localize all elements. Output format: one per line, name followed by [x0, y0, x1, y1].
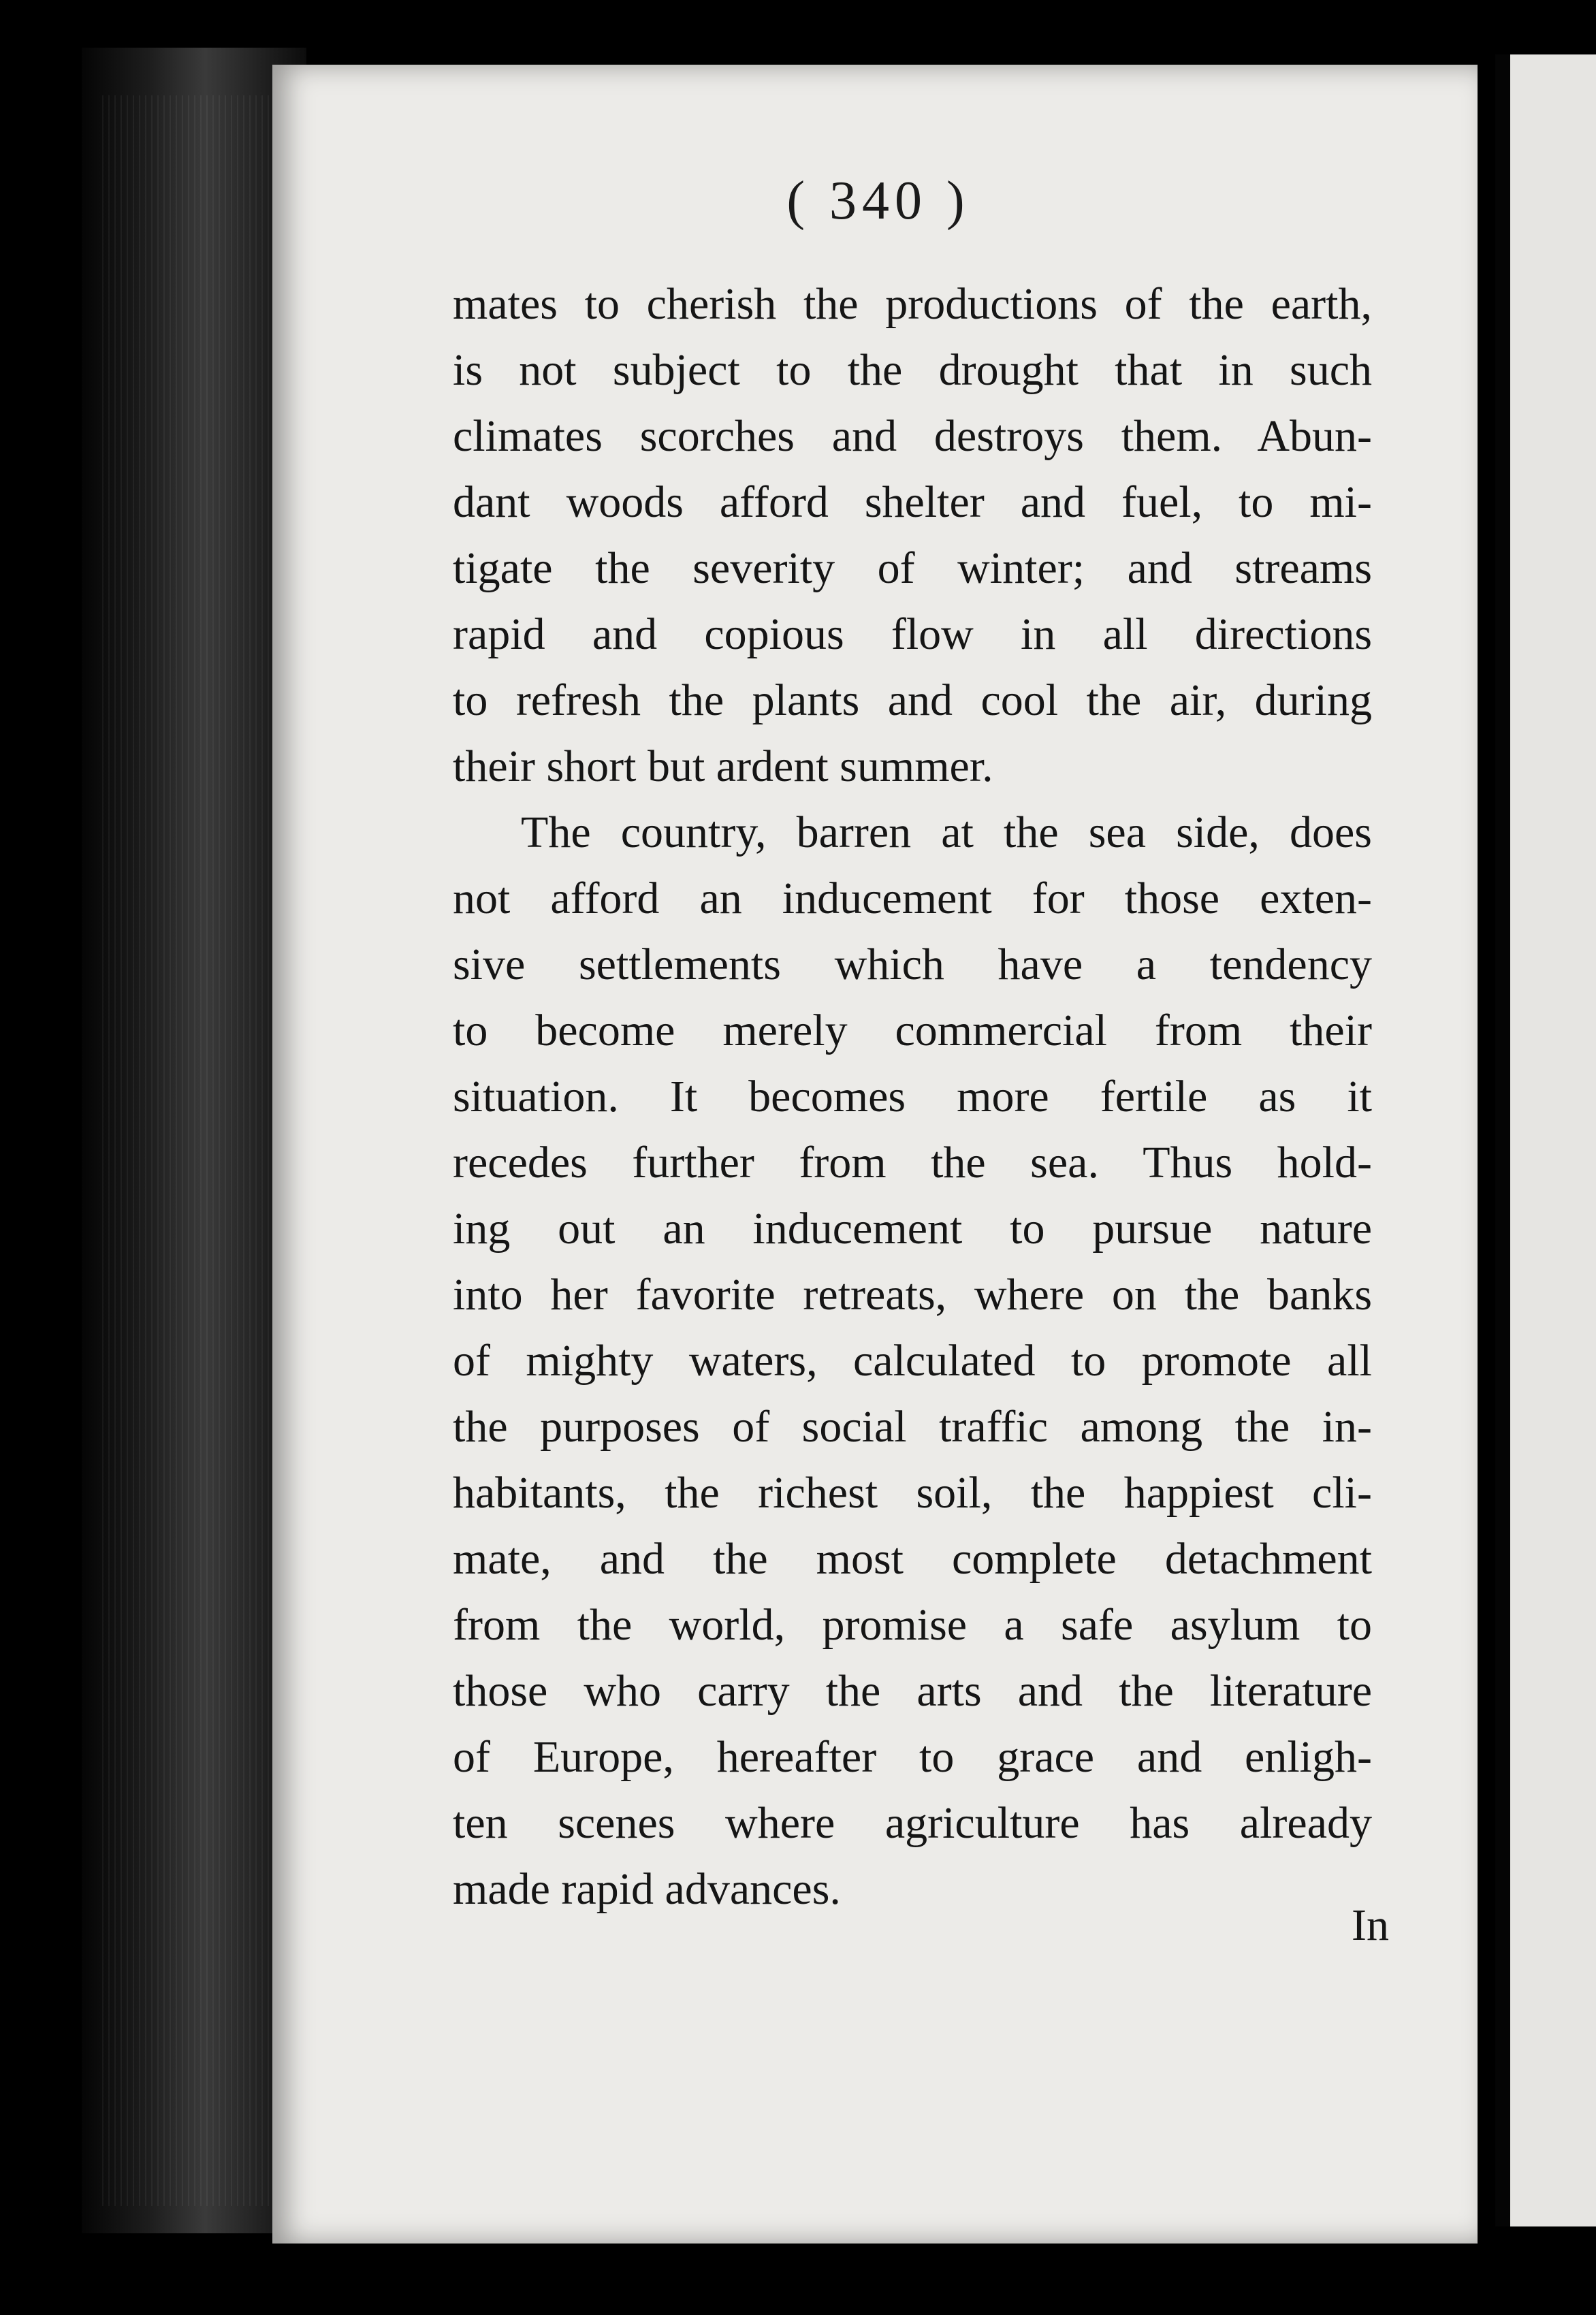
- text-line: situation. It becomes more fertile as it: [453, 1072, 1372, 1121]
- text-line: dant woods afford shelter and fuel, to mi-: [453, 477, 1372, 527]
- text-line: mate, and the most complete detachment: [453, 1534, 1372, 1584]
- text-line: into her favorite retreats, where on the banks: [453, 1270, 1372, 1320]
- text-line: from the world, promise a safe asylum to: [453, 1600, 1372, 1650]
- text-line: habitants, the richest soil, the happiest cli-: [453, 1468, 1372, 1518]
- body-text: [453, 271, 1372, 1922]
- page-edges: [102, 95, 293, 2206]
- text-line: sive settlements which have a tendency: [453, 940, 1372, 989]
- text-line: The country, barren at the sea side, does: [521, 808, 1372, 857]
- text-line: to become merely commercial from their: [453, 1006, 1372, 1055]
- text-line: of Europe, hereafter to grace and enligh-: [453, 1732, 1372, 1782]
- text-line: tigate the severity of winter; and streams: [453, 543, 1372, 593]
- text-line: made rapid advances.: [453, 1864, 841, 1914]
- page-number: ( 340 ): [786, 171, 970, 231]
- text-line: not afford an inducement for those exten-: [453, 874, 1372, 923]
- text-line: is not subject to the drought that in such: [453, 345, 1372, 395]
- text-line: to refresh the plants and cool the air, during: [453, 675, 1372, 725]
- text-line: recedes further from the sea. Thus hold-: [453, 1138, 1372, 1187]
- text-line: mates to cherish the productions of the earth,: [453, 279, 1372, 329]
- text-line: rapid and copious flow in all directions: [453, 609, 1372, 659]
- catchword: In: [1352, 1900, 1389, 1950]
- text-line: ten scenes where agriculture has already: [453, 1798, 1372, 1848]
- text-line: ing out an inducement to pursue nature: [453, 1204, 1372, 1254]
- text-line: those who carry the arts and the literature: [453, 1666, 1372, 1716]
- paragraph-2: [453, 799, 1372, 1922]
- text-line: their short but ardent summer.: [453, 741, 993, 791]
- facing-page-edge: [1495, 54, 1596, 2226]
- text-line: of mighty waters, calculated to promote all: [453, 1336, 1372, 1386]
- text-line: the purposes of social traffic among the in-: [453, 1402, 1372, 1452]
- text-line: climates scorches and destroys them. Abun-: [453, 411, 1372, 461]
- paragraph-1: [453, 271, 1372, 799]
